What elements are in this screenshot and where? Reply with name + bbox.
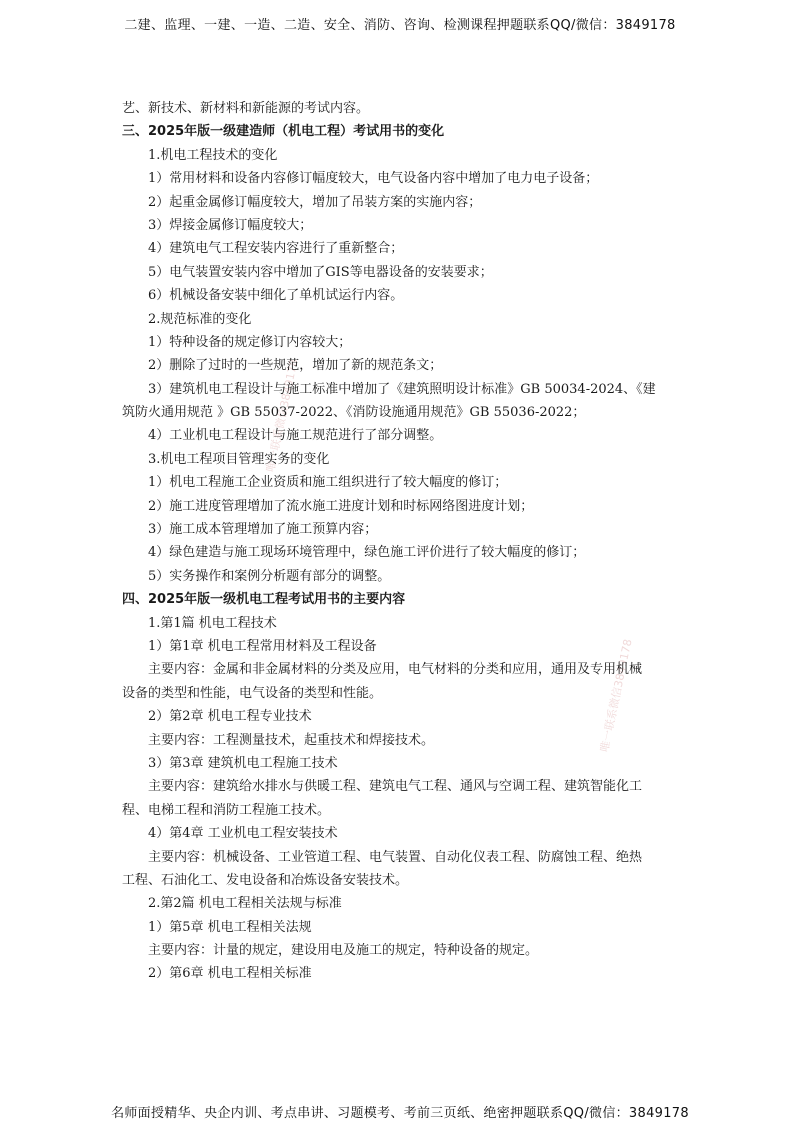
text-line: 1）第5章 机电工程相关法规 <box>148 919 312 935</box>
text-line: 5）电气装置安装内容中增加了GIS等电器设备的安装要求； <box>148 264 493 280</box>
text-line: 主要内容：金属和非金属材料的分类及应用，电气材料的分类和应用，通用及专用机械 <box>148 662 643 678</box>
text-line: 主要内容：建筑给水排水与供暖工程、建筑电气工程、通风与空调工程、建筑智能化工 <box>148 779 643 795</box>
text-line: 3）施工成本管理增加了施工预算内容； <box>148 522 378 538</box>
section-heading: 四、2025年版一级机电工程考试用书的主要内容 <box>122 592 406 608</box>
section-heading: 三、2025年版一级建造师（机电工程）考试用书的变化 <box>122 124 445 140</box>
text-line: 3）建筑机电工程设计与施工标准中增加了《建筑照明设计标准》GB 50034-2024、《建 <box>148 381 656 397</box>
text-line: 3.机电工程项目管理实务的变化 <box>148 451 330 467</box>
watermark-left: 唯一联系微信3849178 <box>263 357 301 474</box>
text-line: 3）第3章 建筑机电工程施工技术 <box>148 755 338 771</box>
text-line: 1）机电工程施工企业资质和施工组织进行了较大幅度的修订； <box>148 475 508 491</box>
text-line: 2）第6章 机电工程相关标准 <box>148 966 312 982</box>
text-line: 设备的类型和性能，电气设备的类型和性能。 <box>122 685 383 701</box>
text-line: 工程、石油化工、发电设备和冶炼设备安装技术。 <box>122 872 409 888</box>
text-line: 5）实务操作和案例分析题有部分的调整。 <box>148 568 391 584</box>
text-line: 4）绿色建造与施工现场环境管理中，绿色施工评价进行了较大幅度的修订； <box>148 545 586 561</box>
text-line: 1.机电工程技术的变化 <box>148 147 278 163</box>
text-line: 3）焊接金属修订幅度较大； <box>148 217 313 233</box>
text-line: 程、电梯工程和消防工程施工技术。 <box>122 802 331 818</box>
text-line: 6）机械设备安装中细化了单机试运行内容。 <box>148 288 404 304</box>
watermark-right: 唯一联系微信3849178 <box>597 637 635 754</box>
text-line: 艺、新技术、新材料和新能源的考试内容。 <box>122 101 370 116</box>
text-line: 主要内容：计量的规定，建设用电及施工的规定，特种设备的规定。 <box>148 943 539 959</box>
text-line: 1）特种设备的规定修订内容较大； <box>148 334 352 350</box>
text-line: 主要内容：工程测量技术，起重技术和焊接技术。 <box>148 732 435 748</box>
text-line: 1.第1篇 机电工程技术 <box>148 615 277 631</box>
text-line: 主要内容：机械设备、工业管道工程、电气装置、自动化仪表工程、防腐蚀工程、绝热 <box>148 849 643 865</box>
text-line: 2.规范标准的变化 <box>148 311 252 327</box>
text-line: 2.第2篇 机电工程相关法规与标准 <box>148 896 342 912</box>
text-line: 4）建筑电气工程安装内容进行了重新整合； <box>148 241 404 257</box>
text-line: 2）删除了过时的一些规范，增加了新的规范条文； <box>148 358 443 374</box>
text-line: 2）起重金属修订幅度较大，增加了吊装方案的实施内容； <box>148 194 482 210</box>
text-line: 4）第4章 工业机电工程安装技术 <box>148 826 338 842</box>
text-line: 1）常用材料和设备内容修订幅度较大，电气设备内容中增加了电力电子设备； <box>148 171 599 187</box>
document-body <box>122 97 682 986</box>
text-line: 2）第2章 机电工程专业技术 <box>148 709 312 725</box>
page-footer: 名师面授精华、央企内训、考点串讲、习题模考、考前三页纸、绝密押题联系QQ/微信：3849178 <box>111 1106 689 1121</box>
text-line: 筑防火通用规范 》GB 55037-2022、《消防设施通用规范》GB 55036-2022； <box>122 405 586 421</box>
page-header: 二建、监理、一建、一造、二造、安全、消防、咨询、检测课程押题联系QQ/微信：3849178 <box>124 18 676 33</box>
text-line: 1）第1章 机电工程常用材料及工程设备 <box>148 638 377 654</box>
text-line: 2）施工进度管理增加了流水施工进度计划和时标网络图进度计划； <box>148 498 534 514</box>
text-line: 4）工业机电工程设计与施工规范进行了部分调整。 <box>148 428 443 444</box>
